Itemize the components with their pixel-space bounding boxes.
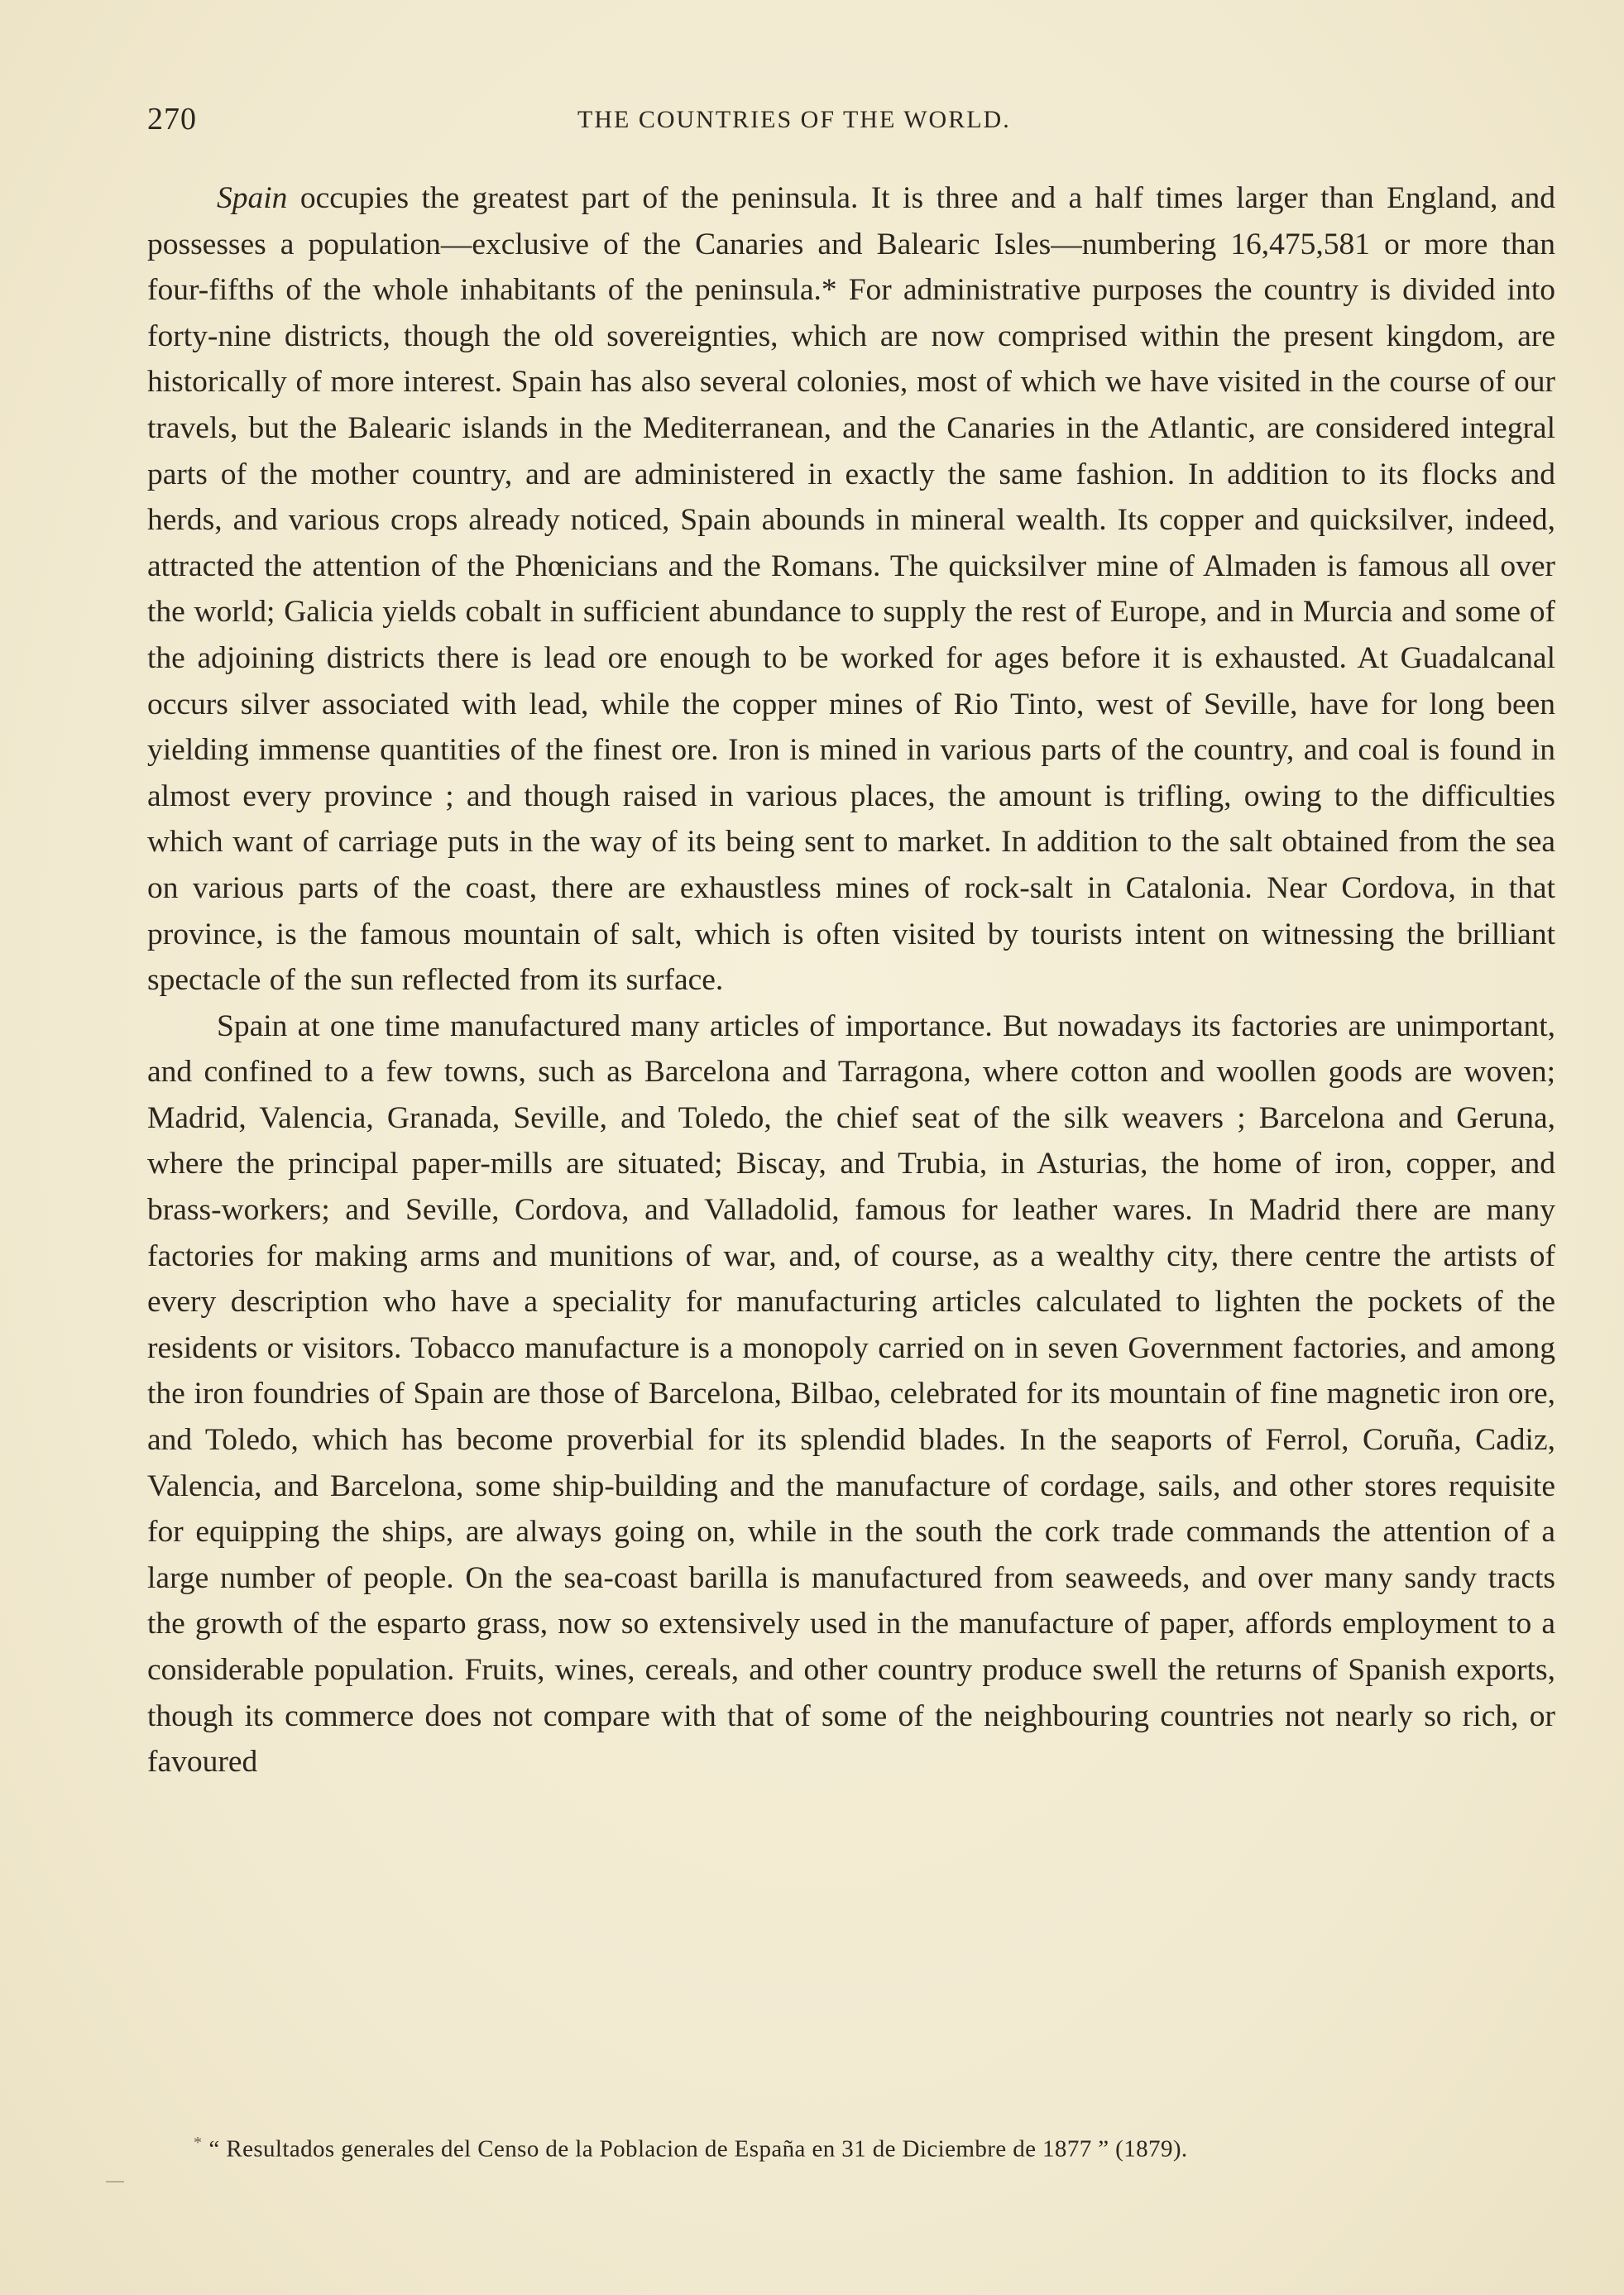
footnote xyxy=(194,2126,1550,2166)
lead-word: Spain xyxy=(217,181,288,215)
footnote-text: “ Resultados generales del Censo de la Poblacion de España en 31 de Diciembre de 1877 ” (1879). xyxy=(208,2135,1188,2163)
running-title: THE COUNTRIES OF THE WORLD. xyxy=(577,106,1011,133)
paragraph-1 xyxy=(147,175,1555,1004)
paragraph-1-text: occupies the greatest part of the peninsula. It is three and a half times larger than England, and possesses a population—exclusive of the Canaries and Balearic Isles—numbering 16,475,581 or more than four-fifths of the whole inhabitants of the peninsula.* For administrative purposes the country is divided into forty-nine districts, though the old sovereignties, which are now comprised within the present kingdom, are historically of more interest. Spain has also several colonies, most of which we have visited in the course of our travels, but the Balearic islands in the Mediterranean, and the Canaries in the Atlantic, are considered integral parts of the mother country, and are administered in exactly the same fashion. In addition to its flocks and herds, and various crops already noticed, Spain abounds in mineral wealth. Its copper and quicksilver, indeed, attracted the attention of the Phœnicians and the Romans. The quicksilver mine of Almaden is famous all over the world; Galicia yields cobalt in sufficient abundance to supply the rest of Europe, and in Murcia and some of the adjoining districts there is lead ore enough to be worked for ages before it is exhausted. At Guadalcanal occurs silver associated with lead, while the copper mines of Rio Tinto, west of Seville, have for long been yielding immense quantities of the finest ore. Iron is mined in various parts of the country, and coal is found in almost every province ; and though raised in various places, the amount is trifling, owing to the difficulties which want of carriage puts in the way of its being sent to market. In addition to the salt obtained from the sea on various parts of the coast, there are exhaustless mines of rock-salt in Catalonia. Near Cordova, in that province, is the famous mountain of salt, which is often visited by tourists intent on witnessing the brilliant spectacle of the sun reflected from its surface. xyxy=(147,181,1555,998)
paragraph-2-text: Spain at one time manufactured many articles of importance. But nowadays its factories are unimportant, and confined to a few towns, such as Barcelona and Tarragona, where cotton and woollen goods are woven; Madrid, Valencia, Granada, Seville, and Toledo, the chief seat of the silk weavers ; Barcelona and Geruna, where the principal paper-mills are situated; Biscay, and Trubia, in Asturias, the home of iron, copper, and brass-workers; and Seville, Cordova, and Valladolid, famous for leather wares. In Madrid there are many factories for making arms and munitions of war, and, of course, as a wealthy city, there centre the artists of every description who have a speciality for manufacturing articles calculated to lighten the pockets of the residents or visitors. Tobacco manufacture is a monopoly carried on in seven Government factories, and among the iron foundries of Spain are those of Barcelona, Bilbao, celebrated for its mountain of fine magnetic iron ore, and Toledo, which has become proverbial for its splendid blades. In the seaports of Ferrol, Coruña, Cadiz, Valencia, and Barcelona, some ship-building and the manufacture of cordage, sails, and other stores requisite for equipping the ships, are always going on, while in the south the cork trade commands the attention of a large number of people. On the sea-coast barilla is manufactured from seaweeds, and over many sandy tracts the growth of the esparto grass, now so extensively used in the manufacture of paper, affords employment to a considerable population. Fruits, wines, cereals, and other country produce swell the returns of Spanish exports, though its commerce does not compare with that of some of the neighbouring countries not nearly so rich, or favoured xyxy=(147,1009,1555,1780)
paragraph-2 xyxy=(147,1004,1555,1785)
page-number: 270 xyxy=(147,102,197,137)
running-head xyxy=(147,101,1537,142)
body-text xyxy=(147,175,1555,1785)
footnote-mark: * xyxy=(194,2134,203,2152)
margin-speck xyxy=(106,2181,124,2182)
